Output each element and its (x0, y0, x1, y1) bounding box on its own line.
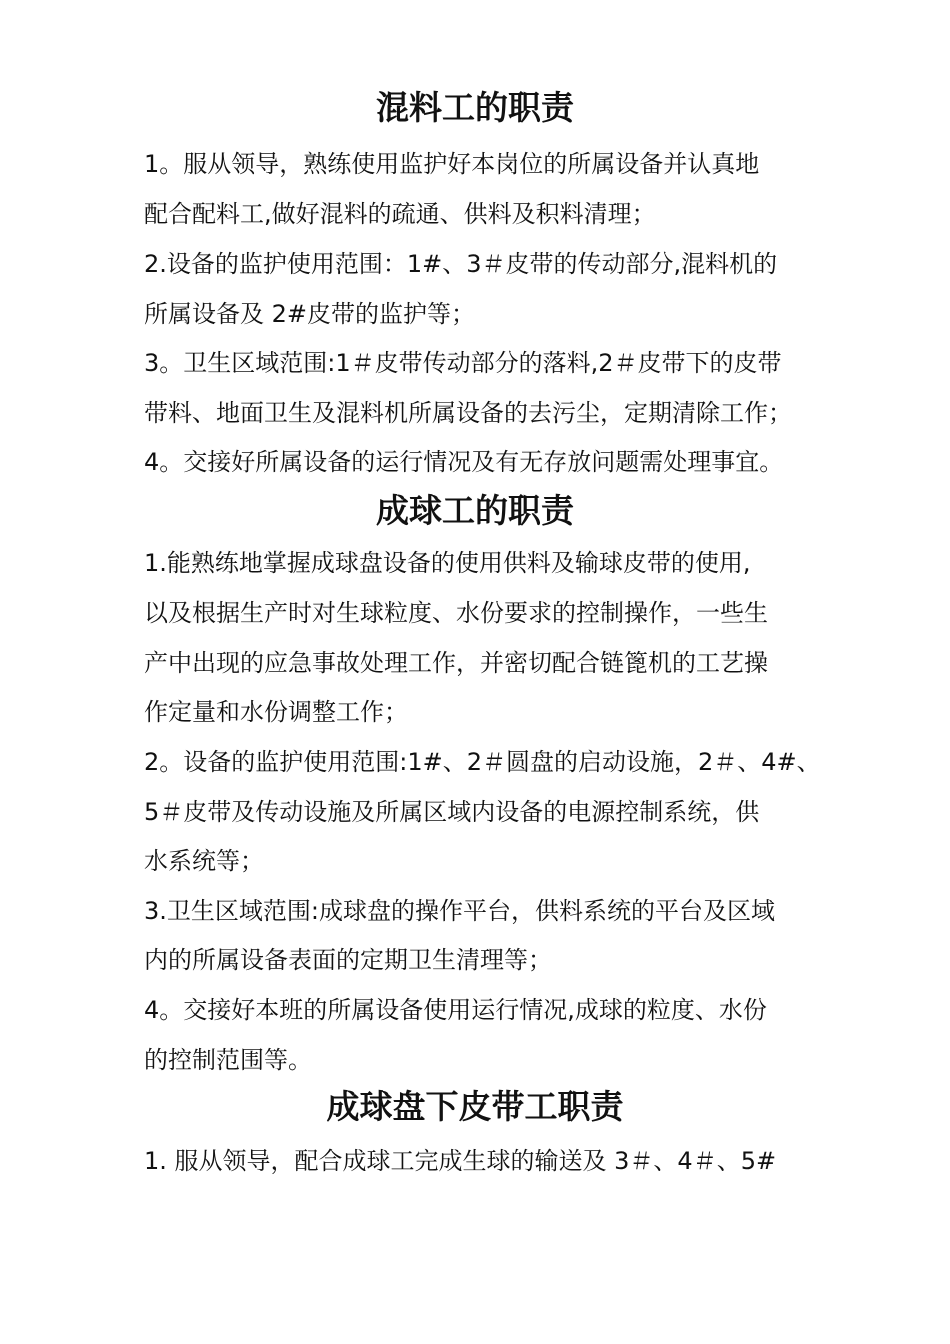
paragraph-line: 5＃皮带及传动设施及所属区域内设备的电源控制系统，供 (144, 798, 760, 826)
section-title-mixer: 混料工的职责 (376, 88, 574, 127)
section-title-pelletizer: 成球工的职责 (376, 491, 574, 530)
paragraph-line: 3。卫生区域范围:1＃皮带传动部分的落料,2＃皮带下的皮带 (144, 349, 782, 377)
paragraph-line: 产中出现的应急事故处理工作，并密切配合链篦机的工艺操 (144, 649, 768, 677)
paragraph-line: 1.能熟练地掌握成球盘设备的使用供料及输球皮带的使用, (144, 549, 751, 577)
paragraph-line: 2。设备的监护使用范围:1#、2＃圆盘的启动设施，2＃、4#、 (144, 748, 821, 776)
paragraph-line: 内的所属设备表面的定期卫生清理等； (144, 946, 552, 974)
paragraph-line: 作定量和水份调整工作； (144, 698, 408, 726)
paragraph-line: 4。交接好所属设备的运行情况及有无存放问题需处理事宜。 (144, 448, 784, 476)
paragraph-line: 4。交接好本班的所属设备使用运行情况,成球的粒度、水份 (144, 996, 767, 1024)
paragraph-line: 的控制范围等。 (144, 1046, 312, 1074)
paragraph-line: 1. 服从领导，配合成球工完成生球的输送及 3＃、4＃、5# (144, 1147, 777, 1175)
paragraph-line: 水系统等； (144, 847, 264, 875)
paragraph-line: 配合配料工,做好混料的疏通、供料及积料清理； (144, 200, 656, 228)
paragraph-line: 2.设备的监护使用范围：1#、3＃皮带的传动部分,混料机的 (144, 250, 778, 278)
section-title-belt-worker: 成球盘下皮带工职责 (326, 1087, 624, 1126)
paragraph-line: 1。服从领导，熟练使用监护好本岗位的所属设备并认真地 (144, 150, 760, 178)
paragraph-line: 以及根据生产时对生球粒度、水份要求的控制操作，一些生 (144, 599, 768, 627)
paragraph-line: 带料、地面卫生及混料机所属设备的去污尘，定期清除工作； (144, 399, 792, 427)
paragraph-line: 3.卫生区域范围:成球盘的操作平台，供料系统的平台及区域 (144, 897, 775, 925)
paragraph-line: 所属设备及 2#皮带的监护等； (144, 300, 476, 328)
